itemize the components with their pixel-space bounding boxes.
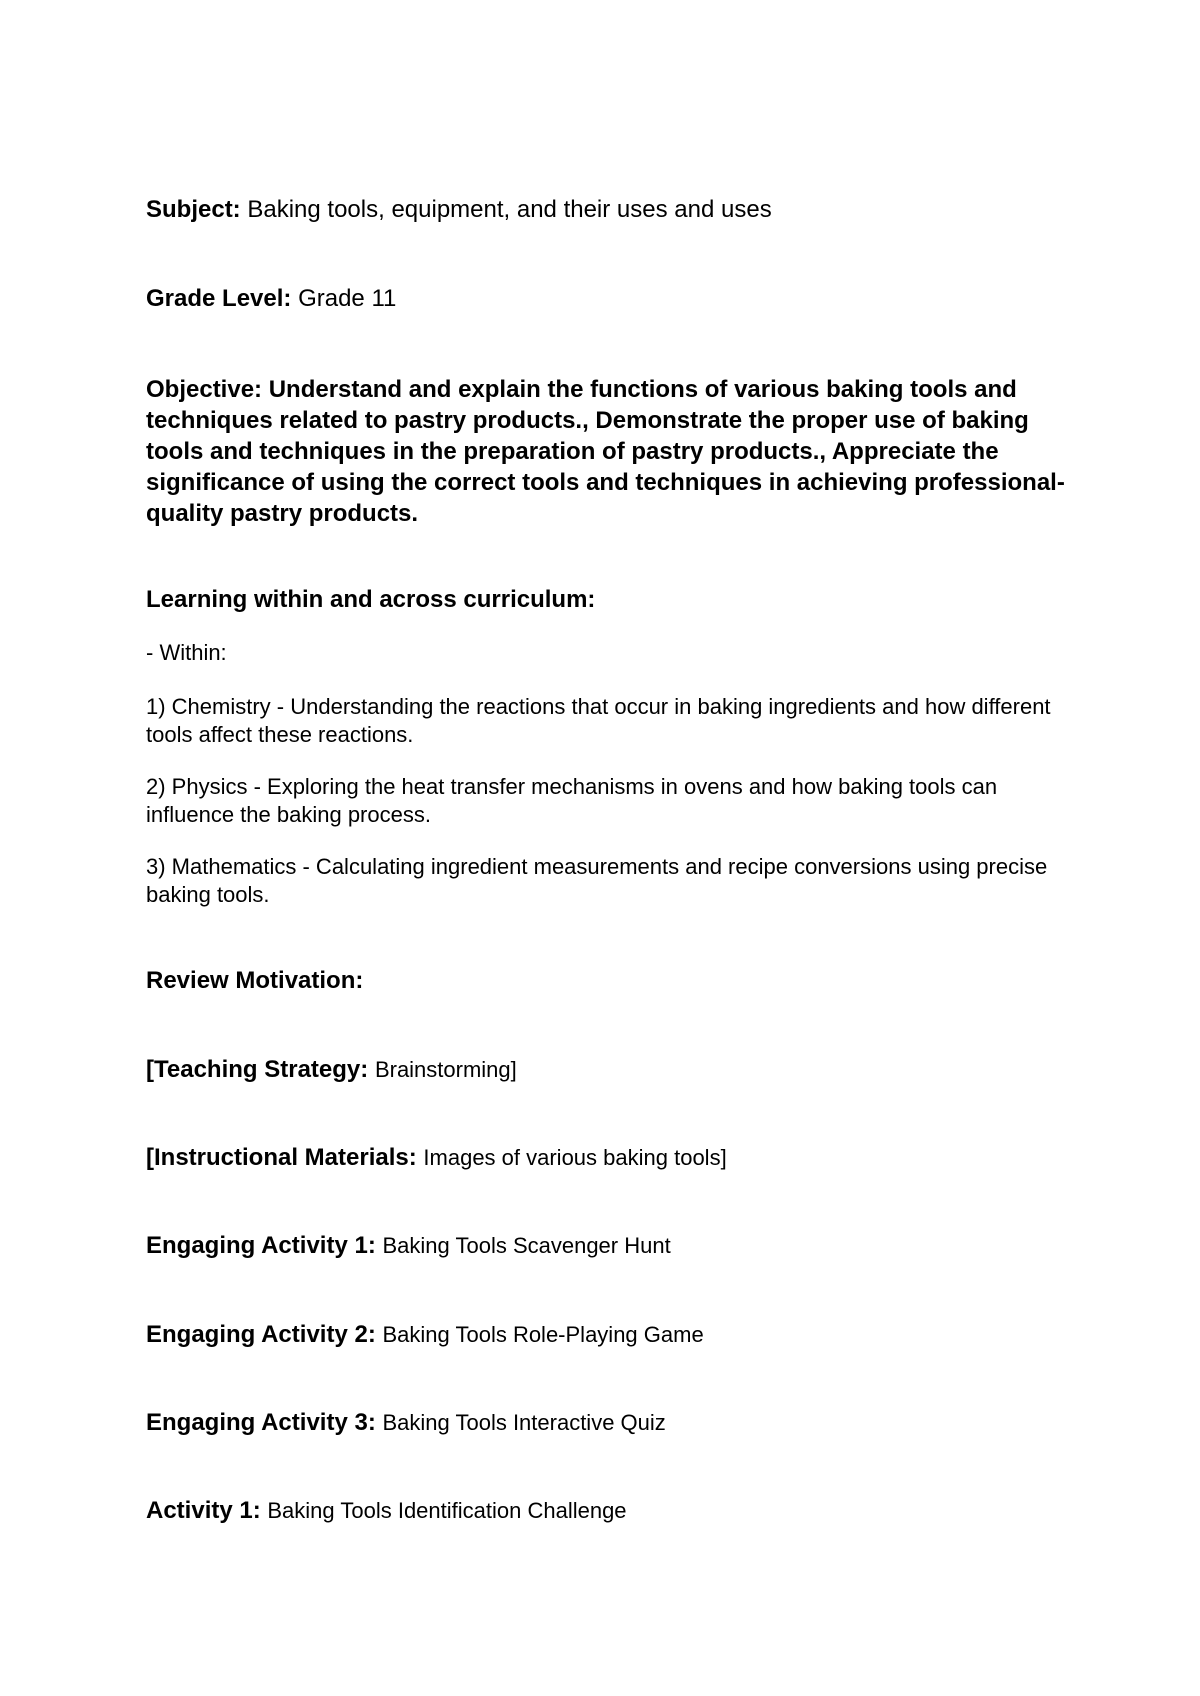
subject-line [146,196,1086,224]
activity-1-line [146,1497,1086,1525]
review-motivation-heading: Review Motivation: [146,967,364,994]
learning-within-label: - Within: [146,640,227,665]
teaching-strategy-label: Teaching Strategy: [154,1056,369,1083]
engaging-activity-2-value: Baking Tools Role-Playing Game [382,1322,704,1347]
instructional-materials-label: Instructional Materials: [154,1144,417,1171]
learning-item-chemistry: 1) Chemistry - Understanding the reactions that occur in baking ingredients and how different tools affect these reactions. [146,694,1051,747]
engaging-activity-2-label: Engaging Activity 2: [146,1321,376,1348]
learning-item-mathematics: 3) Mathematics - Calculating ingredient measurements and recipe conversions using precise baking tools. [146,854,1048,907]
grade-level-value: Grade 11 [298,285,397,312]
instructional-materials-value: Images of various baking tools [423,1145,721,1170]
engaging-activity-3-label: Engaging Activity 3: [146,1409,376,1436]
objective-label: Objective: [146,376,263,403]
instructional-materials-line [146,1144,1086,1172]
teaching-strategy-line [146,1056,1086,1084]
subject-value: Baking tools, equipment, and their uses and uses [247,196,772,223]
instructional-materials-open-bracket: [ [146,1144,154,1171]
engaging-activity-3-value: Baking Tools Interactive Quiz [382,1410,666,1435]
learning-item-physics: 2) Physics - Exploring the heat transfer mechanisms in ovens and how baking tools can influence the baking process. [146,774,998,827]
grade-level-line [146,285,1086,313]
learning-heading: Learning within and across curriculum: [146,586,596,613]
teaching-strategy-open-bracket: [ [146,1056,154,1083]
teaching-strategy-value: Brainstorming [374,1057,511,1082]
engaging-activity-3-line [146,1409,1086,1437]
subject-label: Subject: [146,196,241,223]
activity-1-label: Activity 1: [146,1497,261,1524]
engaging-activity-1-label: Engaging Activity 1: [146,1232,376,1259]
engaging-activity-2-line [146,1321,1086,1349]
grade-level-label: Grade Level: [146,285,292,312]
activity-1-value: Baking Tools Identification Challenge [267,1498,627,1523]
instructional-materials-close-bracket: ] [720,1145,727,1170]
engaging-activity-1-line [146,1232,1086,1260]
teaching-strategy-close-bracket: ] [510,1057,517,1082]
objective-paragraph [146,374,1086,529]
objective-value: Understand and explain the functions of various baking tools and techniques related to pastry products., Demonstrate the proper use of baking tools and techniques in the preparation of pastry products., Appreciate the significance of using the correct tools and techniques in achieving professional-quality pastry products. [146,376,1065,527]
engaging-activity-1-value: Baking Tools Scavenger Hunt [382,1233,671,1258]
